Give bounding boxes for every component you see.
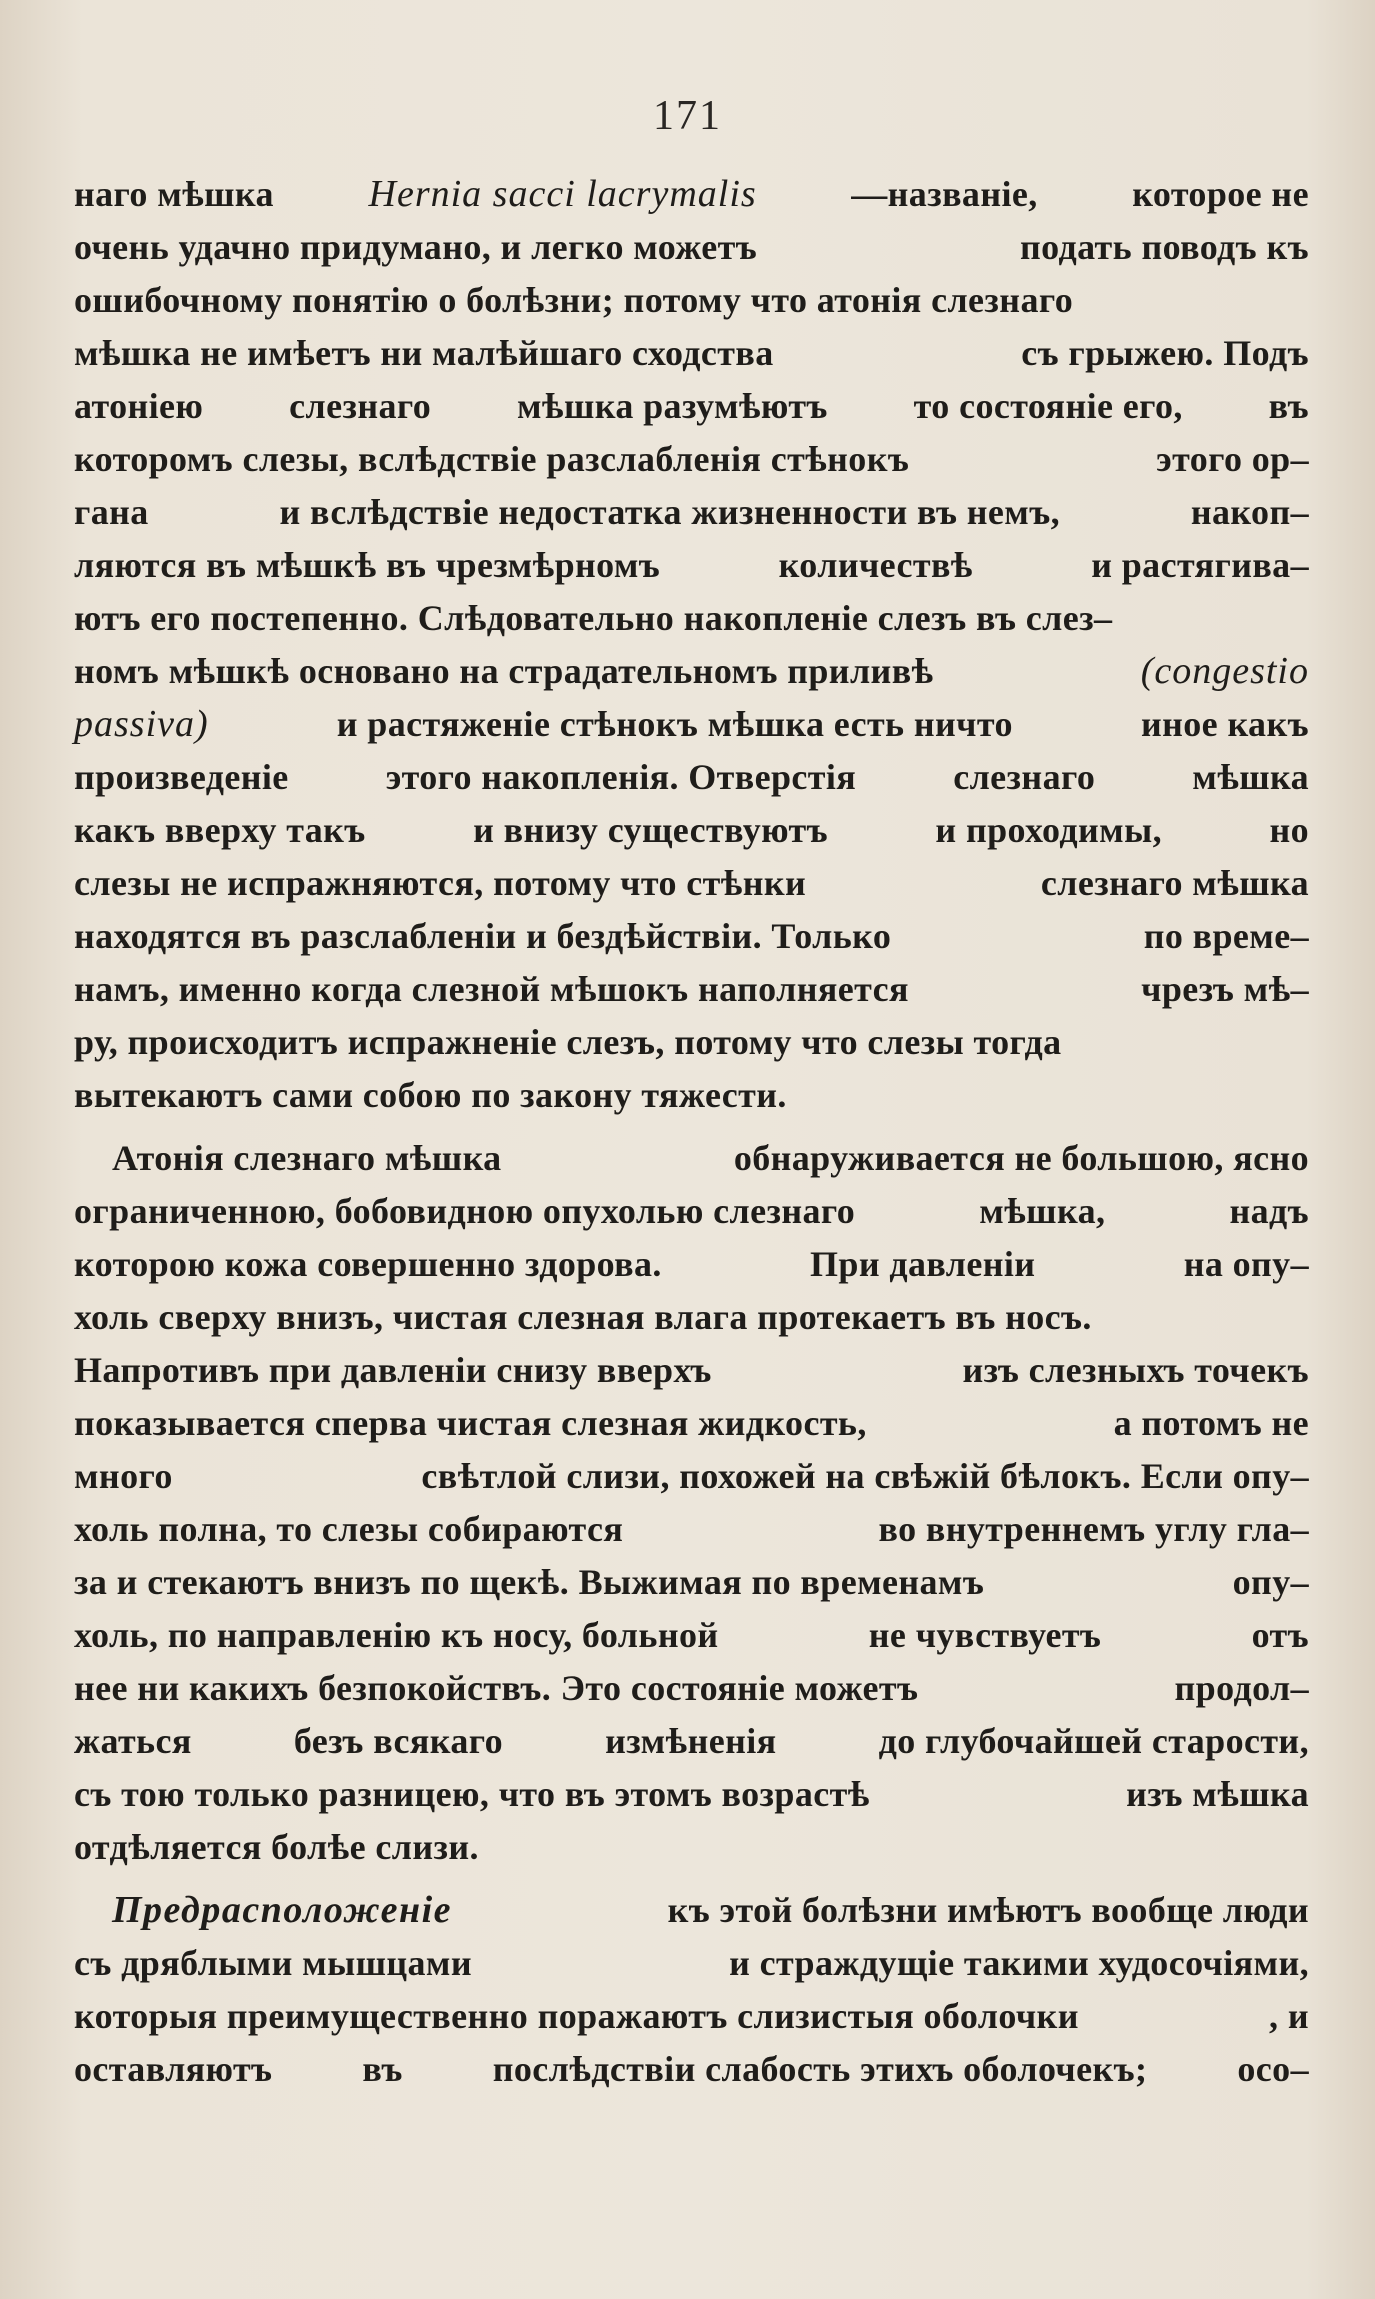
text-segment: Hernia sacci lacrymalis bbox=[368, 173, 757, 215]
text-segment: (congestio bbox=[1140, 650, 1309, 692]
text-line bbox=[74, 1556, 1309, 1609]
text-segment: количествѣ bbox=[778, 545, 973, 585]
text-segment: вытекаютъ сами собою по закону тяжести. bbox=[74, 1075, 787, 1115]
text-segment: опу– bbox=[1232, 1562, 1309, 1602]
text-line bbox=[74, 857, 1309, 910]
text-line bbox=[74, 1990, 1309, 2043]
text-segment: которыя преимущественно поражаютъ слизистыя оболочки bbox=[74, 1996, 1079, 2036]
text-line bbox=[74, 1397, 1309, 1450]
text-line bbox=[74, 1715, 1309, 1768]
text-segment: мѣшка не имѣетъ ни малѣйшаго сходства bbox=[74, 333, 774, 373]
text-segment: а потомъ не bbox=[1113, 1403, 1309, 1443]
text-segment: и внизу существуютъ bbox=[473, 810, 828, 850]
text-segment: и растягива– bbox=[1091, 545, 1309, 585]
text-segment: то состояніе его, bbox=[913, 386, 1183, 426]
body-text bbox=[74, 168, 1309, 2096]
text-line bbox=[74, 2043, 1309, 2096]
text-segment: слезнаго мѣшка bbox=[1040, 863, 1309, 903]
text-segment: находятся въ разслабленіи и бездѣйствіи. Только bbox=[74, 916, 892, 956]
text-line bbox=[74, 1291, 1309, 1344]
text-segment: по време– bbox=[1143, 916, 1309, 956]
text-line bbox=[74, 1937, 1309, 1990]
text-segment: При давленіи bbox=[810, 1244, 1036, 1284]
text-segment: Предрасположеніе bbox=[112, 1889, 453, 1931]
text-segment: наго мѣшка bbox=[74, 174, 274, 214]
text-segment: ограниченною, бобовидною опухолью слезнаго bbox=[74, 1191, 856, 1231]
text-line bbox=[74, 168, 1309, 221]
text-segment: которое не bbox=[1132, 174, 1309, 214]
text-segment: много bbox=[74, 1456, 173, 1496]
text-segment: холь сверху внизъ, чистая слезная влага протекаетъ въ носъ. bbox=[74, 1297, 1092, 1337]
text-segment: и проходимы, bbox=[935, 810, 1163, 850]
text-line bbox=[74, 645, 1309, 698]
text-line bbox=[74, 804, 1309, 857]
text-segment: холь полна, то слезы собираются bbox=[74, 1509, 624, 1549]
text-segment: слезнаго bbox=[289, 386, 432, 426]
text-segment: слезы не испражняются, потому что стѣнки bbox=[74, 863, 807, 903]
text-line bbox=[74, 221, 1309, 274]
text-line bbox=[74, 274, 1309, 327]
text-segment: произведеніе bbox=[74, 757, 289, 797]
text-line bbox=[74, 1609, 1309, 1662]
text-segment: мѣшка разумѣютъ bbox=[517, 386, 828, 426]
text-segment: ляются въ мѣшкѣ въ чрезмѣрномъ bbox=[74, 545, 661, 585]
text-segment: и страждущіе такими худосочіями, bbox=[729, 1943, 1309, 1983]
text-segment: съ грыжею. Подъ bbox=[1021, 333, 1309, 373]
text-segment: не чувствуетъ bbox=[868, 1615, 1102, 1655]
text-segment: отъ bbox=[1251, 1615, 1309, 1655]
text-segment: изъ мѣшка bbox=[1126, 1774, 1309, 1814]
text-segment: Атонія слезнаго мѣшка bbox=[112, 1138, 502, 1178]
text-line bbox=[74, 910, 1309, 963]
text-segment: холь, по направленію къ носу, больной bbox=[74, 1615, 719, 1655]
text-segment: съ дряблыми мышцами bbox=[74, 1943, 472, 1983]
text-segment: какъ вверху такъ bbox=[74, 810, 366, 850]
text-line bbox=[74, 1503, 1309, 1556]
text-line bbox=[74, 1016, 1309, 1069]
text-segment: ютъ его постепенно. Слѣдовательно накопленіе слезъ въ слез– bbox=[74, 598, 1113, 638]
text-segment: надъ bbox=[1229, 1191, 1309, 1231]
text-segment: слезнаго bbox=[953, 757, 1096, 797]
text-segment: изъ слезныхъ точекъ bbox=[962, 1350, 1309, 1390]
text-segment: которою кожа совершенно здорова. bbox=[74, 1244, 662, 1284]
text-segment: намъ, именно когда слезной мѣшокъ наполняется bbox=[74, 969, 909, 1009]
text-segment: этого ор– bbox=[1156, 439, 1309, 479]
text-line bbox=[74, 539, 1309, 592]
text-segment: до глубочайшей старости, bbox=[878, 1721, 1309, 1761]
text-segment: осо– bbox=[1237, 2049, 1309, 2089]
text-segment: которомъ слезы, вслѣдствіе разслабленія стѣнокъ bbox=[74, 439, 910, 479]
text-segment: свѣтлой слизи, похожей на свѣжій бѣлокъ. Если опу– bbox=[421, 1456, 1309, 1496]
text-segment: въ bbox=[1268, 386, 1309, 426]
text-line bbox=[74, 963, 1309, 1016]
text-segment: оставляютъ bbox=[74, 2049, 273, 2089]
text-segment: номъ мѣшкѣ основано на страдательномъ приливѣ bbox=[74, 651, 934, 691]
text-segment: и растяженіе стѣнокъ мѣшка есть ничто bbox=[336, 704, 1013, 744]
text-segment: —названіе, bbox=[851, 174, 1038, 214]
text-segment: отдѣляется болѣе слизи. bbox=[74, 1827, 479, 1867]
text-segment: показывается сперва чистая слезная жидкость, bbox=[74, 1403, 867, 1443]
text-segment: въ bbox=[362, 2049, 403, 2089]
text-segment: жаться bbox=[74, 1721, 192, 1761]
text-segment: подать поводъ къ bbox=[1019, 227, 1309, 267]
text-line bbox=[74, 486, 1309, 539]
text-line bbox=[74, 1821, 1309, 1874]
text-line bbox=[74, 592, 1309, 645]
text-segment: очень удачно придумано, и легко можетъ bbox=[74, 227, 758, 267]
text-segment: чрезъ мѣ– bbox=[1141, 969, 1309, 1009]
text-segment: за и стекаютъ внизъ по щекѣ. Выжимая по временамъ bbox=[74, 1562, 985, 1602]
text-segment: измѣненія bbox=[605, 1721, 777, 1761]
text-segment: , и bbox=[1269, 1996, 1309, 2036]
text-segment: продол– bbox=[1174, 1668, 1309, 1708]
text-line bbox=[74, 1185, 1309, 1238]
text-segment: атоніею bbox=[74, 386, 204, 426]
text-line bbox=[74, 1132, 1309, 1185]
text-segment: накоп– bbox=[1190, 492, 1309, 532]
text-segment: но bbox=[1269, 810, 1309, 850]
text-segment: мѣшка, bbox=[979, 1191, 1106, 1231]
text-segment: ошибочному понятію о болѣзни; потому что атонія слезнаго bbox=[74, 280, 1074, 320]
text-line bbox=[74, 327, 1309, 380]
text-line bbox=[74, 1344, 1309, 1397]
text-line bbox=[74, 698, 1309, 751]
text-line bbox=[74, 751, 1309, 804]
text-line bbox=[74, 1662, 1309, 1715]
text-segment: этого накопленія. Отверстія bbox=[385, 757, 857, 797]
text-segment: къ этой болѣзни имѣютъ вообще люди bbox=[667, 1890, 1309, 1930]
text-line bbox=[74, 1884, 1309, 1937]
text-segment: послѣдствіи слабость этихъ оболочекъ; bbox=[492, 2049, 1148, 2089]
text-line bbox=[74, 1238, 1309, 1291]
text-segment: passiva) bbox=[74, 703, 209, 745]
text-segment: и вслѣдствіе недостатка жизненности въ немъ, bbox=[279, 492, 1061, 532]
text-segment: ру, происходитъ испражненіе слезъ, потому что слезы тогда bbox=[74, 1022, 1062, 1062]
text-segment: гана bbox=[74, 492, 149, 532]
text-segment: Напротивъ при давленіи снизу вверхъ bbox=[74, 1350, 712, 1390]
text-line bbox=[74, 1069, 1309, 1122]
text-line bbox=[74, 1450, 1309, 1503]
text-segment: безъ всякаго bbox=[293, 1721, 504, 1761]
text-segment: во внутреннемъ углу гла– bbox=[878, 1509, 1309, 1549]
page-number: 171 bbox=[653, 93, 722, 139]
text-line bbox=[74, 1768, 1309, 1821]
text-line bbox=[74, 380, 1309, 433]
text-segment: мѣшка bbox=[1192, 757, 1309, 797]
text-segment: нее ни какихъ безпокойствъ. Это состояніе можетъ bbox=[74, 1668, 919, 1708]
text-segment: иное какъ bbox=[1141, 704, 1309, 744]
text-line bbox=[74, 433, 1309, 486]
text-segment: обнаруживается не большою, ясно bbox=[733, 1138, 1309, 1178]
text-segment: на опу– bbox=[1183, 1244, 1309, 1284]
text-segment: съ тою только разницею, что въ этомъ возрастѣ bbox=[74, 1774, 870, 1814]
